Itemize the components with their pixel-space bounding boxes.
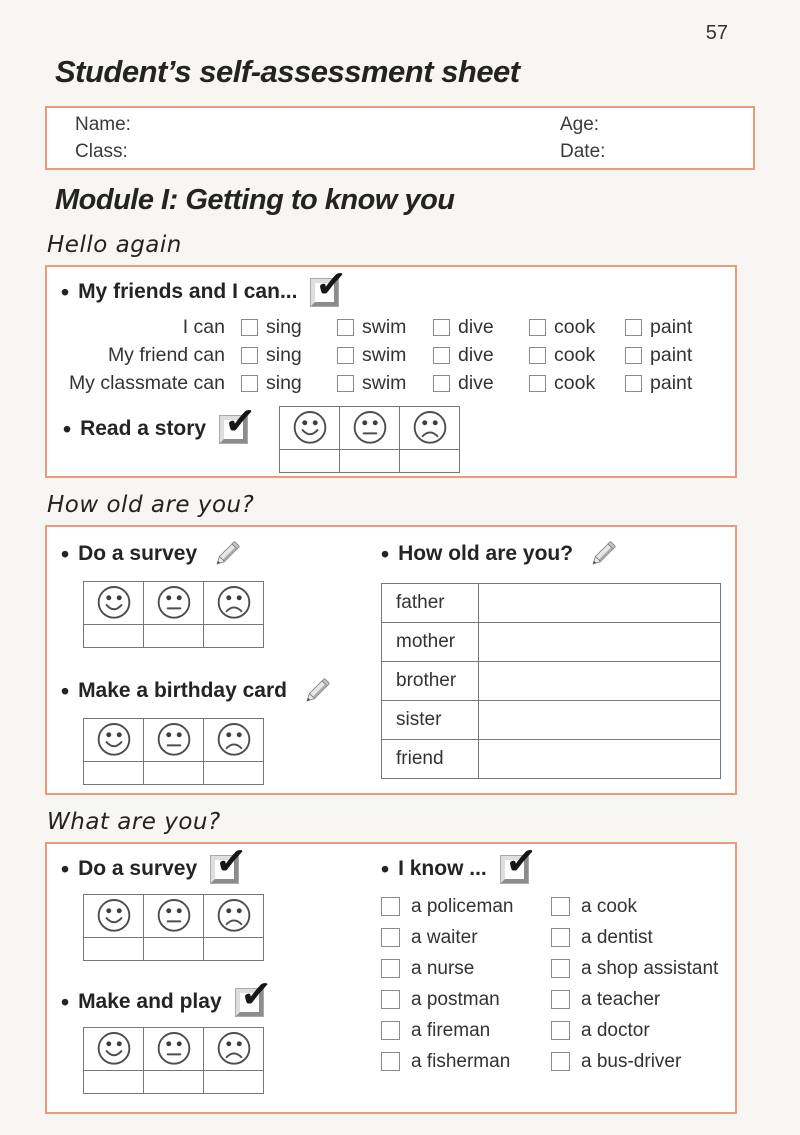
- i-know-title: • I know ...: [398, 857, 487, 880]
- profession-label: a cook: [581, 896, 637, 917]
- page-number: 57: [705, 22, 728, 44]
- skill-word: sing: [266, 372, 302, 394]
- neutral-face-icon: [351, 409, 389, 447]
- skill-word: paint: [650, 316, 693, 338]
- sad-face-cell: [400, 407, 460, 450]
- skill-checkbox-ican-sing[interactable]: [241, 319, 258, 336]
- sad-face-cell: [204, 1028, 264, 1071]
- checkbox-nurse[interactable]: [381, 959, 400, 978]
- how-old-title-line: [381, 537, 721, 571]
- neutral-face-cell: [340, 407, 400, 450]
- checkbox-teacher[interactable]: [551, 990, 570, 1009]
- checkbox-fireman[interactable]: [381, 1021, 400, 1040]
- rating-answer-cell[interactable]: [144, 762, 204, 785]
- sad-face-icon: [411, 409, 449, 447]
- tick-icon: ✓: [213, 839, 249, 884]
- do-survey2-title: • Do a survey: [78, 857, 198, 880]
- section-heading-what-are-you: What are you?: [47, 809, 221, 835]
- skill-checkbox-classmate-paint[interactable]: [625, 375, 642, 392]
- age-row-label: father: [382, 584, 479, 623]
- rating-answer-cell[interactable]: [280, 450, 340, 473]
- rating-answer-cell[interactable]: [204, 625, 264, 648]
- skill-word: cook: [554, 316, 596, 338]
- rating-answer-cell[interactable]: [204, 762, 264, 785]
- profession-label: a postman: [411, 989, 500, 1010]
- section-heading-hello-again: Hello again: [47, 232, 182, 258]
- pencil-icon: [300, 674, 334, 708]
- rating-answer-cell[interactable]: [84, 762, 144, 785]
- rating-answer-cell[interactable]: [144, 938, 204, 961]
- profession-label: a waiter: [411, 927, 478, 948]
- skill-checkbox-friend-swim[interactable]: [337, 347, 354, 364]
- happy-face-cell: [84, 895, 144, 938]
- skill-checkbox-friend-sing[interactable]: [241, 347, 258, 364]
- checkbox-fisherman[interactable]: [381, 1052, 400, 1071]
- age-row-label: sister: [382, 701, 479, 740]
- i-know-title-line: [381, 839, 721, 884]
- make-and-play-rating-table: [83, 1027, 264, 1094]
- read-story-row: [63, 399, 721, 473]
- age-row-label: mother: [382, 623, 479, 662]
- ticked-checkbox-icon: [501, 839, 539, 884]
- how-old-box: [45, 525, 737, 795]
- neutral-face-cell: [144, 1028, 204, 1071]
- ticked-checkbox-icon: [220, 399, 258, 444]
- checkbox-dentist[interactable]: [551, 928, 570, 947]
- happy-face-icon: [95, 584, 133, 622]
- neutral-face-icon: [155, 897, 193, 935]
- skill-word: sing: [266, 344, 302, 366]
- profession-label: a nurse: [411, 958, 475, 979]
- rating-answer-cell[interactable]: [400, 450, 460, 473]
- tick-icon: ✓: [238, 972, 273, 1017]
- class-label: Class:: [75, 141, 128, 162]
- make-and-play-title-line: [61, 972, 381, 1017]
- skill-word: paint: [650, 344, 693, 366]
- happy-face-icon: [95, 897, 133, 935]
- neutral-face-icon: [155, 721, 193, 759]
- student-info-box: [45, 106, 755, 170]
- neutral-face-icon: [155, 584, 193, 622]
- family-ages-table: [381, 583, 721, 779]
- do-survey-title: • Do a survey: [78, 542, 198, 565]
- birthday-card-title: • Make a birthday card: [78, 679, 287, 702]
- sad-face-icon: [215, 897, 253, 935]
- rating-answer-cell[interactable]: [144, 1071, 204, 1094]
- skill-checkbox-ican-cook[interactable]: [529, 319, 546, 336]
- skill-word: dive: [458, 372, 494, 394]
- birthday-card-title-line: [61, 674, 381, 708]
- rating-answer-cell[interactable]: [144, 625, 204, 648]
- skill-word: swim: [362, 344, 407, 366]
- happy-face-icon: [95, 721, 133, 759]
- profession-label: a fireman: [411, 1020, 491, 1041]
- happy-face-icon: [291, 409, 329, 447]
- profession-label: a shop assistant: [581, 958, 719, 979]
- skills-grid: [61, 316, 721, 395]
- friends-can-title-line: [61, 262, 721, 307]
- skill-word: sing: [266, 316, 302, 338]
- page-title: Student’s self-assessment sheet: [55, 54, 520, 89]
- read-story-title-line: [63, 399, 258, 444]
- happy-face-icon: [95, 1030, 133, 1068]
- skill-word: swim: [362, 372, 407, 394]
- sad-face-icon: [215, 721, 253, 759]
- skill-checkbox-friend-paint[interactable]: [625, 347, 642, 364]
- profession-label: a dentist: [581, 927, 653, 948]
- profession-label: a teacher: [581, 989, 661, 1010]
- birthday-card-rating-table: [83, 718, 264, 785]
- skill-checkbox-ican-paint[interactable]: [625, 319, 642, 336]
- module-heading: Module I: Getting to know you: [55, 184, 455, 216]
- read-story-title: • Read a story: [80, 417, 207, 440]
- skill-checkbox-ican-dive[interactable]: [433, 319, 450, 336]
- happy-face-cell: [84, 719, 144, 762]
- skill-word: paint: [650, 372, 693, 394]
- hello-again-box: [45, 262, 737, 478]
- skill-checkbox-classmate-cook[interactable]: [529, 375, 546, 392]
- do-survey-rating-table: [83, 581, 264, 648]
- age-label: Age:: [560, 114, 600, 135]
- friends-can-title: • My friends and I can...: [78, 280, 298, 303]
- skill-row-label: My friend can: [107, 344, 225, 366]
- profession-label: a bus-driver: [581, 1051, 682, 1072]
- happy-face-cell: [84, 582, 144, 625]
- rating-answer-cell[interactable]: [340, 450, 400, 473]
- ticked-checkbox-icon: [236, 972, 273, 1017]
- read-story-rating-table: [279, 406, 460, 473]
- ticked-checkbox-icon: [211, 839, 249, 884]
- do-survey2-title-line: [61, 839, 381, 884]
- tick-icon: ✓: [314, 262, 349, 307]
- rating-answer-cell[interactable]: [204, 938, 264, 961]
- skill-checkbox-classmate-sing[interactable]: [241, 375, 258, 392]
- happy-face-cell: [84, 1028, 144, 1071]
- age-answer-cell[interactable]: [479, 584, 721, 623]
- age-answer-cell[interactable]: [479, 623, 721, 662]
- name-label: Name:: [75, 114, 131, 135]
- neutral-face-cell: [144, 895, 204, 938]
- profession-label: a doctor: [581, 1020, 650, 1041]
- checkbox-cook[interactable]: [551, 897, 570, 916]
- neutral-face-icon: [155, 1030, 193, 1068]
- neutral-face-cell: [144, 582, 204, 625]
- skill-word: dive: [458, 344, 494, 366]
- sad-face-cell: [204, 719, 264, 762]
- make-and-play-title: • Make and play: [78, 990, 222, 1013]
- age-answer-cell[interactable]: [479, 740, 721, 779]
- rating-answer-cell[interactable]: [84, 625, 144, 648]
- section-heading-how-old: How old are you?: [47, 492, 255, 518]
- skill-word: swim: [362, 316, 407, 338]
- do-survey2-rating-table: [83, 894, 264, 961]
- sad-face-cell: [204, 582, 264, 625]
- pencil-icon: [210, 537, 244, 571]
- age-answer-cell[interactable]: [479, 701, 721, 740]
- skill-row-label: My classmate can: [68, 372, 225, 394]
- skill-checkbox-friend-cook[interactable]: [529, 347, 546, 364]
- what-are-you-box: [45, 839, 737, 1114]
- do-survey-title-line: [61, 537, 381, 571]
- checkbox-policeman[interactable]: [381, 897, 400, 916]
- happy-face-cell: [280, 407, 340, 450]
- professions-checklist: [381, 896, 721, 1072]
- skill-checkbox-friend-dive[interactable]: [433, 347, 450, 364]
- tick-icon: ✓: [503, 839, 539, 884]
- age-answer-cell[interactable]: [479, 662, 721, 701]
- date-label: Date:: [560, 141, 606, 162]
- skill-checkbox-classmate-dive[interactable]: [433, 375, 450, 392]
- skill-word: cook: [554, 372, 596, 394]
- skill-checkbox-ican-swim[interactable]: [337, 319, 354, 336]
- skill-checkbox-classmate-swim[interactable]: [337, 375, 354, 392]
- checkbox-shop-assistant[interactable]: [551, 959, 570, 978]
- checkbox-doctor[interactable]: [551, 1021, 570, 1040]
- checkbox-postman[interactable]: [381, 990, 400, 1009]
- rating-answer-cell[interactable]: [84, 938, 144, 961]
- skill-word: cook: [554, 344, 596, 366]
- age-row-label: friend: [382, 740, 479, 779]
- skill-row-label: I can: [182, 316, 225, 338]
- how-old-title: • How old are you?: [398, 542, 574, 565]
- rating-answer-cell[interactable]: [84, 1071, 144, 1094]
- checkbox-waiter[interactable]: [381, 928, 400, 947]
- tick-icon: ✓: [222, 399, 258, 444]
- sad-face-icon: [215, 584, 253, 622]
- sad-face-icon: [215, 1030, 253, 1068]
- checkbox-bus-driver[interactable]: [551, 1052, 570, 1071]
- rating-answer-cell[interactable]: [204, 1071, 264, 1094]
- sad-face-cell: [204, 895, 264, 938]
- neutral-face-cell: [144, 719, 204, 762]
- skill-word: dive: [458, 316, 494, 338]
- ticked-checkbox-icon: [311, 262, 349, 307]
- age-row-label: brother: [382, 662, 479, 701]
- profession-label: a policeman: [411, 896, 514, 917]
- profession-label: a fisherman: [411, 1051, 511, 1072]
- pencil-icon: [586, 537, 620, 571]
